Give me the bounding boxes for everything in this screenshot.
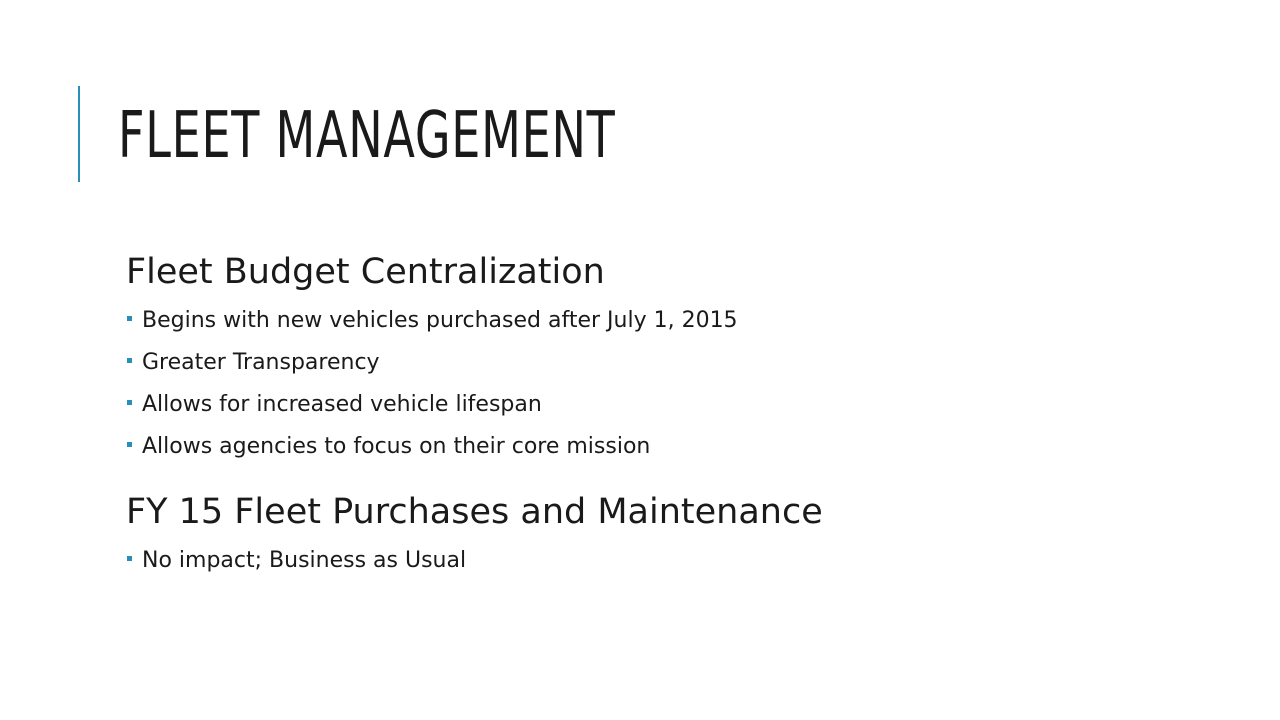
- bullet-list: [126, 300, 1126, 468]
- square-bullet-icon: [127, 400, 132, 405]
- title-accent-bar: [78, 86, 80, 182]
- slide-title: FLEET MANAGEMENT: [118, 99, 616, 173]
- section-fleet-budget-centralization: [126, 248, 1126, 468]
- slide-content: [126, 248, 1126, 582]
- section-heading: Fleet Budget Centralization: [126, 252, 605, 292]
- bullet-item: [126, 540, 1126, 582]
- square-bullet-icon: [127, 358, 132, 363]
- square-bullet-icon: [127, 556, 132, 561]
- section-heading: FY 15 Fleet Purchases and Maintenance: [126, 492, 823, 532]
- bullet-text: Allows for increased vehicle lifespan: [142, 392, 542, 417]
- bullet-text: Greater Transparency: [142, 350, 380, 375]
- bullet-item: [126, 384, 1126, 426]
- bullet-item: [126, 300, 1126, 342]
- bullet-text: Allows agencies to focus on their core mission: [142, 434, 651, 459]
- square-bullet-icon: [127, 316, 132, 321]
- bullet-list: [126, 540, 1126, 582]
- section-fy15-fleet-purchases: [126, 488, 1126, 582]
- bullet-text: Begins with new vehicles purchased after July 1, 2015: [142, 308, 738, 333]
- square-bullet-icon: [127, 442, 132, 447]
- bullet-text: No impact; Business as Usual: [142, 548, 467, 573]
- bullet-item: [126, 426, 1126, 468]
- bullet-item: [126, 342, 1126, 384]
